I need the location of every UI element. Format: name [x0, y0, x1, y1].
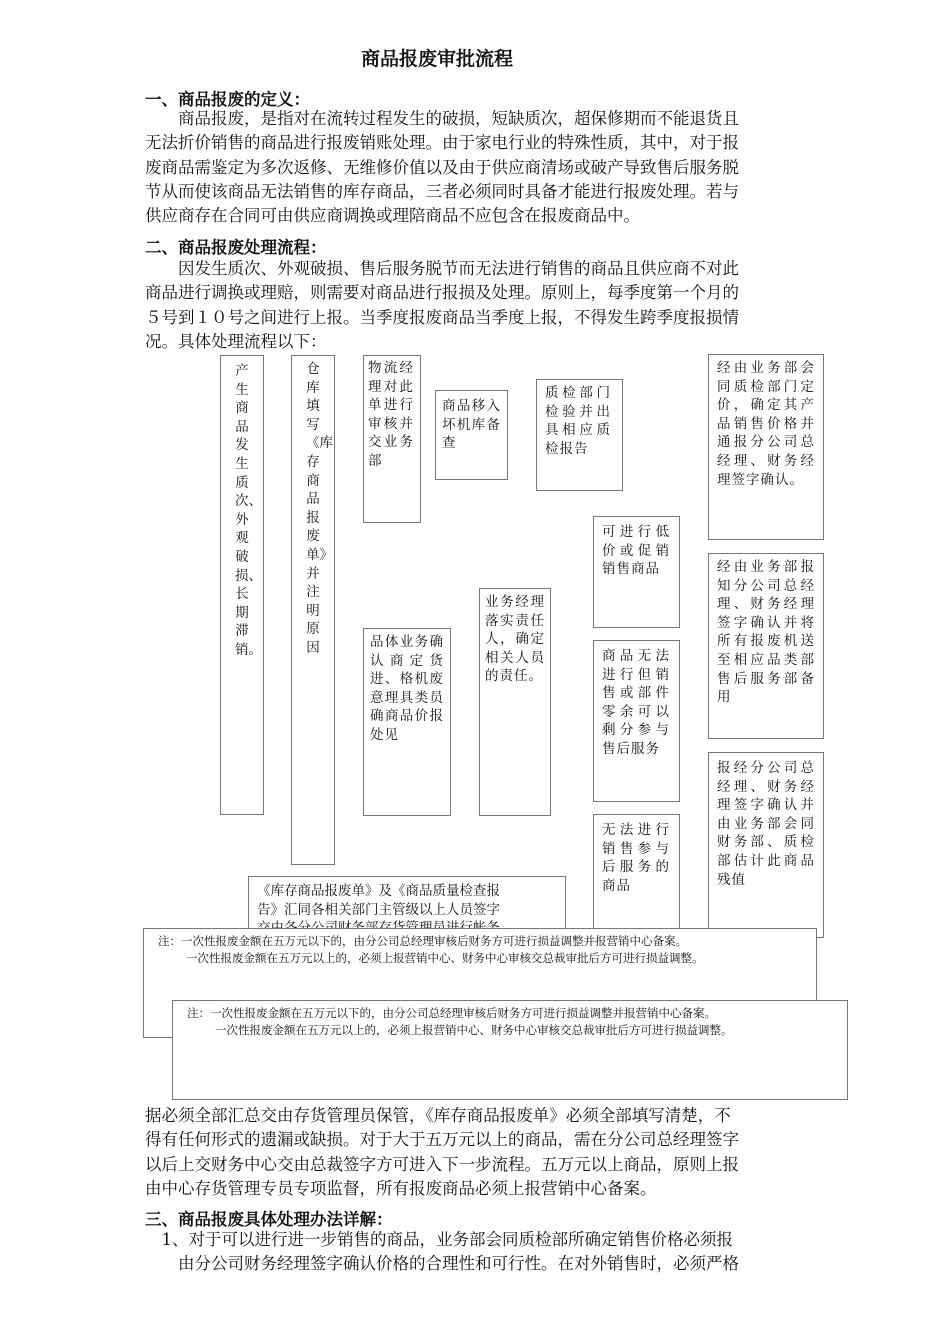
section3-body — [145, 1228, 835, 1277]
section1-line: 供应商存在合同可由供应商调换或理陪商品不应包含在报废商品中。 — [145, 206, 640, 226]
after-flow-line: 由中心存货管理专员专项监督，所有报废商品必须上报营销中心备案。 — [145, 1178, 657, 1198]
after-flow-body — [145, 1104, 835, 1201]
after-flow-line: 据必须全部汇总交由存货管理员保管，《库存商品报废单》必须全部填写清楚，不 — [145, 1106, 731, 1125]
flow-box-residual-value: 报经分公司总经理、财务经理签字确认并由业务部会同财务部、质检部估计此商品残值 — [708, 752, 824, 938]
flow-box-unsellable: 无法进行销售参与后服务的商品 — [593, 814, 680, 936]
summary-line: 告》汇同各相关部门主管级以上人员签字 — [257, 901, 500, 918]
flow-box-warehouse-form: 仓库填写《库存商品报废单》并注明原因 — [291, 355, 335, 865]
section2-line: 因发生质次、外观破损、售后服务脱节而无法进行销售的商品且供应商不对此 — [145, 259, 739, 278]
section2-line: 况。具体处理流程以下： — [145, 331, 327, 351]
flow-box-discount-sale: 可进行低价或促销销售商品 — [593, 516, 680, 628]
after-flow-line: 得有任何形式的遗漏或缺损。对于大于五万元以上的商品，需在分公司总经理签字 — [145, 1130, 739, 1150]
section2-heading: 二、商品报废处理流程： — [145, 238, 327, 257]
flow-box-pricing-approval: 经由业务部会同质检部门定价，确定其产品销售价格并通报分公司总经理、财务经理签字确认。 — [708, 354, 824, 540]
flow-box-after-sales-parts: 商品无法进行但销售或部件零余可以剩分参与售后服务 — [593, 640, 680, 802]
flow-box-business-confirm: 品体业务确认商定货进、格机废意理具类员确商品价报处见 — [363, 628, 451, 816]
document-title: 商品报废审批流程 — [360, 48, 513, 70]
flow-box-move-to-storage: 商品移入坏机库备查 — [435, 390, 508, 480]
section1-body — [145, 107, 835, 228]
flow-box-assign-responsibility: 业务经理落实责任人，确定相关人员的责任。 — [479, 588, 551, 816]
section1-heading: 一、商品报废的定义： — [145, 90, 310, 109]
section2-line: ５号到１０号之间进行上报。当季度报废商品当季度上报，不得发生跨季度报损情 — [145, 307, 739, 327]
note-line-above-50k: 一次性报废金额在五万元以上的，必须上报营销中心、财务中心审核交总裁审批后方可进行损益调整。 — [215, 1022, 733, 1037]
after-flow-line: 以后上交财务中心交由总裁签字方可进入下一步流程。五万元以上商品，原则上报 — [145, 1154, 739, 1174]
flow-box-quality-inspection: 质检部门检验并出具相应质检报告 — [536, 379, 623, 491]
section2-line: 商品进行调换或理赔，则需要对商品进行报损及处理。原则上，每季度第一个月的 — [145, 283, 739, 303]
section2-body — [145, 257, 835, 354]
approval-note-2 — [172, 1000, 848, 1100]
flow-box-logistics-review: 物流经理对此单进行审核并交业务部 — [363, 355, 421, 523]
summary-line: 《库存商品报废单》及《商品质量检查报 — [257, 883, 500, 899]
flow-box-send-to-service: 经由业务部报知分公司总经理、财务经理签字确认并将所有报废机送至相应品类部售后服务部备用 — [708, 553, 824, 739]
note-line-below-50k: 注：一次性报废金额在五万元以下的，由分公司总经理审核后财务方可进行损益调整并报营销中心备案。 — [158, 934, 687, 948]
section1-line: 节从而使该商品无法销售的库存商品，三者必须同时具备才能进行报废处理。若与 — [145, 181, 739, 201]
section1-line: 商品报废，是指对在流转过程发生的破损，短缺质次，超保修期而不能退货且 — [145, 109, 739, 128]
section3-heading: 三、商品报废具体处理办法详解： — [145, 1210, 393, 1229]
flow-box-damaged-goods: 产生商品发生质次、外观破损、长期滞销。 — [220, 355, 264, 815]
section1-line: 无法折价销售的商品进行报废销账处理。由于家电行业的特殊性质，其中，对于报 — [145, 133, 739, 153]
section3-line: 由分公司财务经理签字确认价格的合理性和可行性。在对外销售时，必须严格 — [145, 1254, 739, 1274]
note-line-below-50k: 注：一次性报废金额在五万元以下的，由分公司总经理审核后财务方可进行损益调整并报营销中心备案。 — [187, 1006, 716, 1020]
note-line-above-50k: 一次性报废金额在五万元以上的，必须上报营销中心、财务中心审核交总裁审批后方可进行损益调整。 — [186, 950, 704, 965]
section3-line: 1、对于可以进行进一步销售的商品，业务部会同质检部所确定销售价格必须报 — [145, 1230, 733, 1249]
section1-line: 废商品需鉴定为多次返修、无维修价值以及由于供应商清场或破产导致售后服务脱 — [145, 157, 739, 177]
